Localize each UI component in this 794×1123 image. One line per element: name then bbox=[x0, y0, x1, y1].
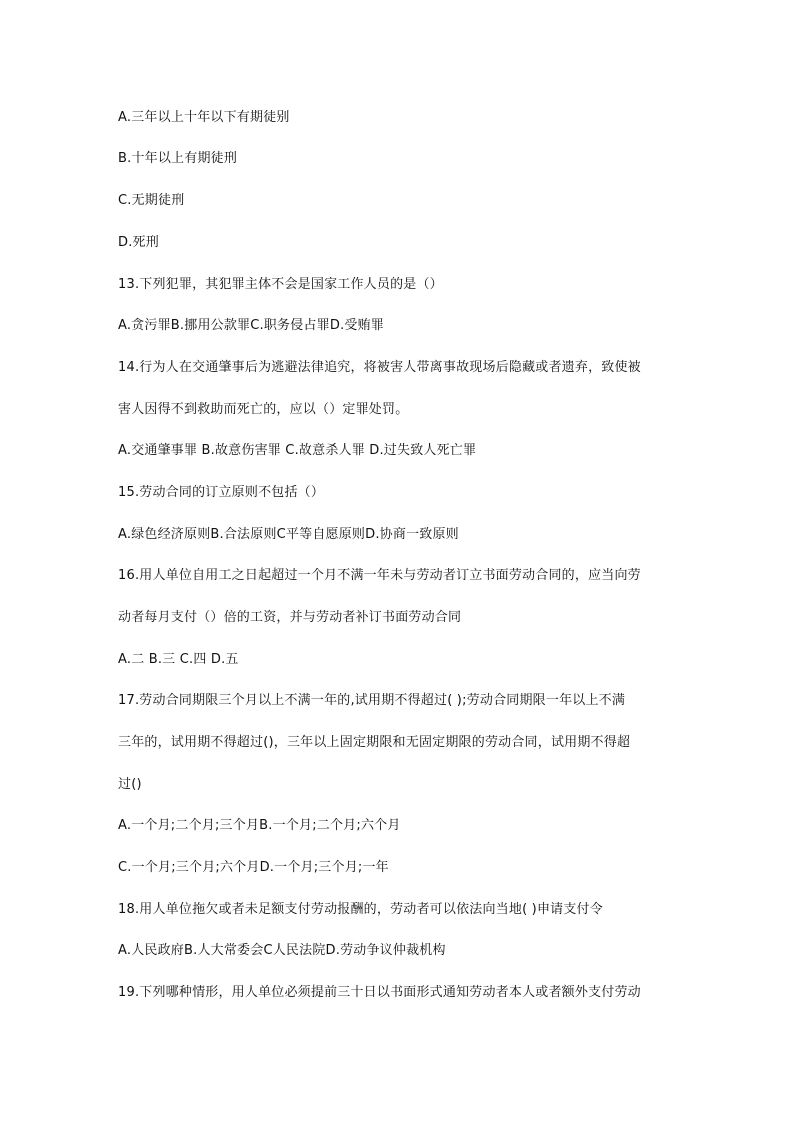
question-line: 害人因得不到救助而死亡的，应以（）定罪处罚。 bbox=[118, 402, 409, 417]
question-line: 17.劳动合同期限三个月以上不满一年的,试用期不得超过( );劳动合同期限一年以上不满 bbox=[118, 693, 626, 708]
question-line: 19.下列哪种情形，用人单位必须提前三十日以书面形式通知劳动者本人或者额外支付劳动 bbox=[118, 985, 641, 1000]
question-line: 动者每月支付（）倍的工资，并与劳动者补订书面劳动合同 bbox=[118, 610, 462, 625]
option-line: A.绿色经济原则B.合法原则C平等自愿原则D.协商一致原则 bbox=[118, 527, 459, 542]
question-line: 14.行为人在交通肇事后为逃避法律追究，将被害人带离事故现场后隐藏或者遗弃，致使被 bbox=[118, 360, 641, 375]
question-line: 13.下列犯罪，其犯罪主体不会是国家工作人员的是（） bbox=[118, 277, 443, 292]
option-line: D.死刑 bbox=[118, 235, 159, 250]
option-line: A.交通肇事罪 B.故意伤害罪 C.故意杀人罪 D.过失致人死亡罪 bbox=[118, 443, 477, 458]
question-line: 18.用人单位拖欠或者未足额支付劳动报酬的，劳动者可以依法向当地( )申请支付令 bbox=[118, 902, 603, 917]
option-line: A.二 B.三 C.四 D.五 bbox=[118, 652, 239, 667]
question-line: 过() bbox=[118, 777, 142, 792]
option-line: C.无期徒刑 bbox=[118, 193, 185, 208]
question-line: 16.用人单位自用工之日起超过一个月不满一年未与劳动者订立书面劳动合同的，应当向劳 bbox=[118, 568, 641, 583]
option-line: A.三年以上十年以下有期徒别 bbox=[118, 110, 290, 125]
option-line: C.一个月;三个月;六个月D.一个月;三个月;一年 bbox=[118, 860, 389, 875]
question-line: 15.劳动合同的订立原则不包括（） bbox=[118, 485, 325, 500]
option-line: B.十年以上有期徒刑 bbox=[118, 151, 238, 166]
option-line: A.一个月;二个月;三个月B.一个月;二个月;六个月 bbox=[118, 818, 401, 833]
question-line: 三年的，试用期不得超过()，三年以上固定期限和无固定期限的劳动合同，试用期不得超 bbox=[118, 735, 631, 750]
option-line: A.贪污罪B.挪用公款罪C.职务侵占罪D.受贿罪 bbox=[118, 318, 384, 333]
option-line: A.人民政府B.人大常委会C人民法院D.劳动争议仲裁机构 bbox=[118, 943, 446, 958]
